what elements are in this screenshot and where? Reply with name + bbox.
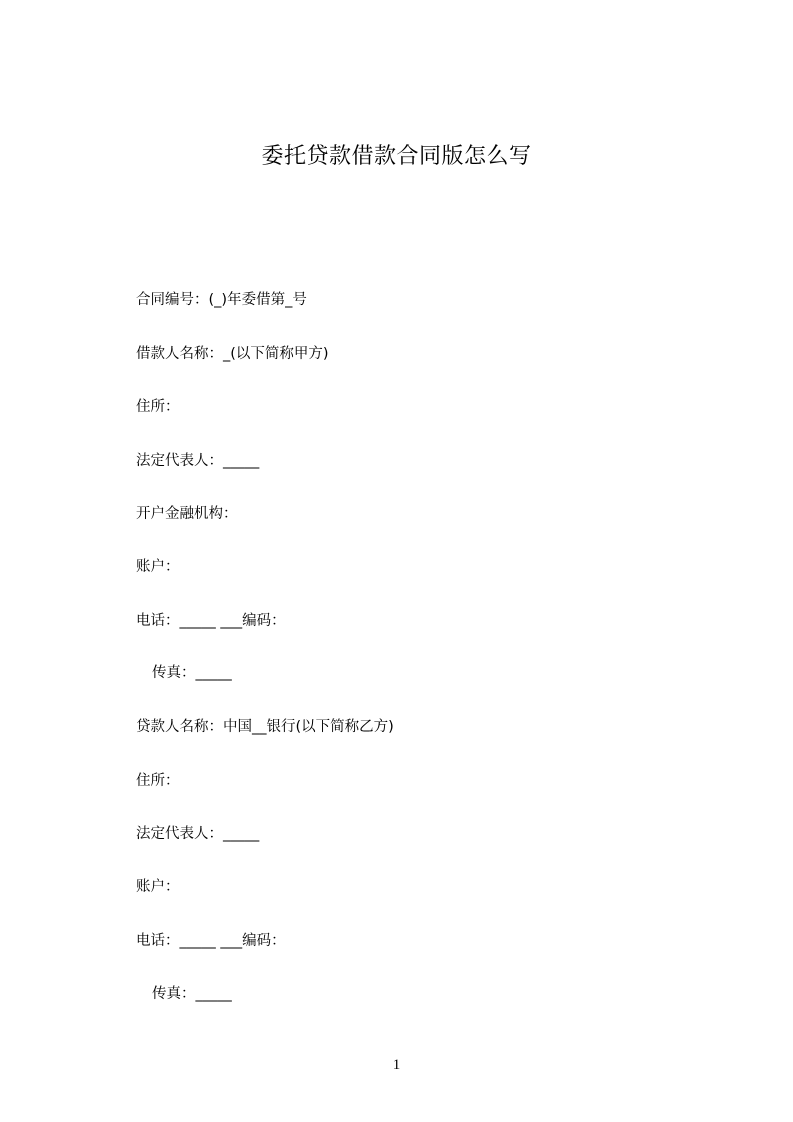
lender-fax-line: 传真：_____	[152, 986, 232, 1002]
contract-number-line: 合同编号：(_)年委借第_号	[136, 292, 307, 308]
lender-legal-representative-line: 法定代表人：_____	[136, 826, 260, 842]
borrower-account-line: 账户：	[136, 559, 180, 575]
borrower-phone-line: 电话：_____ ___编码：	[136, 613, 286, 629]
document-title: 委托贷款借款合同版怎么写	[261, 144, 532, 169]
page-number: 1	[392, 1057, 401, 1073]
lender-name-line: 贷款人名称：中国__银行(以下简称乙方)	[136, 719, 394, 735]
borrower-address-line: 住所：	[136, 399, 180, 415]
borrower-name-line: 借款人名称：_(以下简称甲方)	[136, 346, 329, 362]
lender-account-line: 账户：	[136, 879, 180, 895]
borrower-legal-representative-line: 法定代表人：_____	[136, 453, 260, 469]
lender-phone-line: 电话：_____ ___编码：	[136, 933, 286, 949]
borrower-bank-line: 开户金融机构：	[136, 506, 238, 522]
borrower-fax-line: 传真：_____	[152, 665, 232, 681]
lender-address-line: 住所：	[136, 773, 180, 789]
